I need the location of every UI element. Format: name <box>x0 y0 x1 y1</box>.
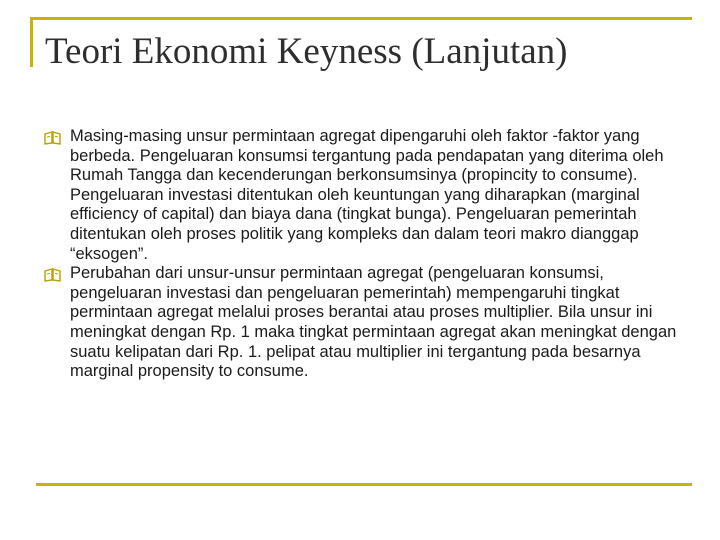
slide-title: Teori Ekonomi Keyness (Lanjutan) <box>45 31 568 72</box>
bullet-list <box>44 127 694 382</box>
bullet-item-1 <box>44 127 694 264</box>
book-bullet-icon <box>44 131 61 145</box>
frame-bottom-line <box>36 483 692 486</box>
frame-top-line <box>30 17 692 20</box>
frame-left-line <box>30 17 33 67</box>
book-bullet-icon <box>44 268 61 282</box>
bullet-item-2 <box>44 264 694 382</box>
bullet-text-1: Masing-masing unsur permintaan agregat dipengaruhi oleh faktor -faktor yang berbeda. Pengeluaran konsumsi tergantung pada pendapatan yang diterima oleh Rumah Tangga dan kecenderungan berkonsumsinya (propincity to consume). Pengeluaran investasi ditentukan oleh keuntungan yang diharapkan (marginal efficiency of capital) dan biaya dana (tingkat bunga). Pengeluaran pemerintah ditentukan oleh proses politik yang kompleks dan dalam teori makro dianggap “eksogen”. <box>70 127 664 263</box>
bullet-text-2: Perubahan dari unsur-unsur permintaan agregat (pengeluaran konsumsi, pengeluaran investasi dan pengeluaran pemerintah) mempengaruhi tingkat permintaan agregat melalui proses berantai atau proses multiplier. Bila unsur ini meningkat dengan Rp. 1 maka tingkat permintaan agregat akan meningkat dengan suatu kelipatan dari Rp. 1. pelipat atau multiplier ini tergantung pada besarnya marginal propensity to consume. <box>70 264 677 381</box>
